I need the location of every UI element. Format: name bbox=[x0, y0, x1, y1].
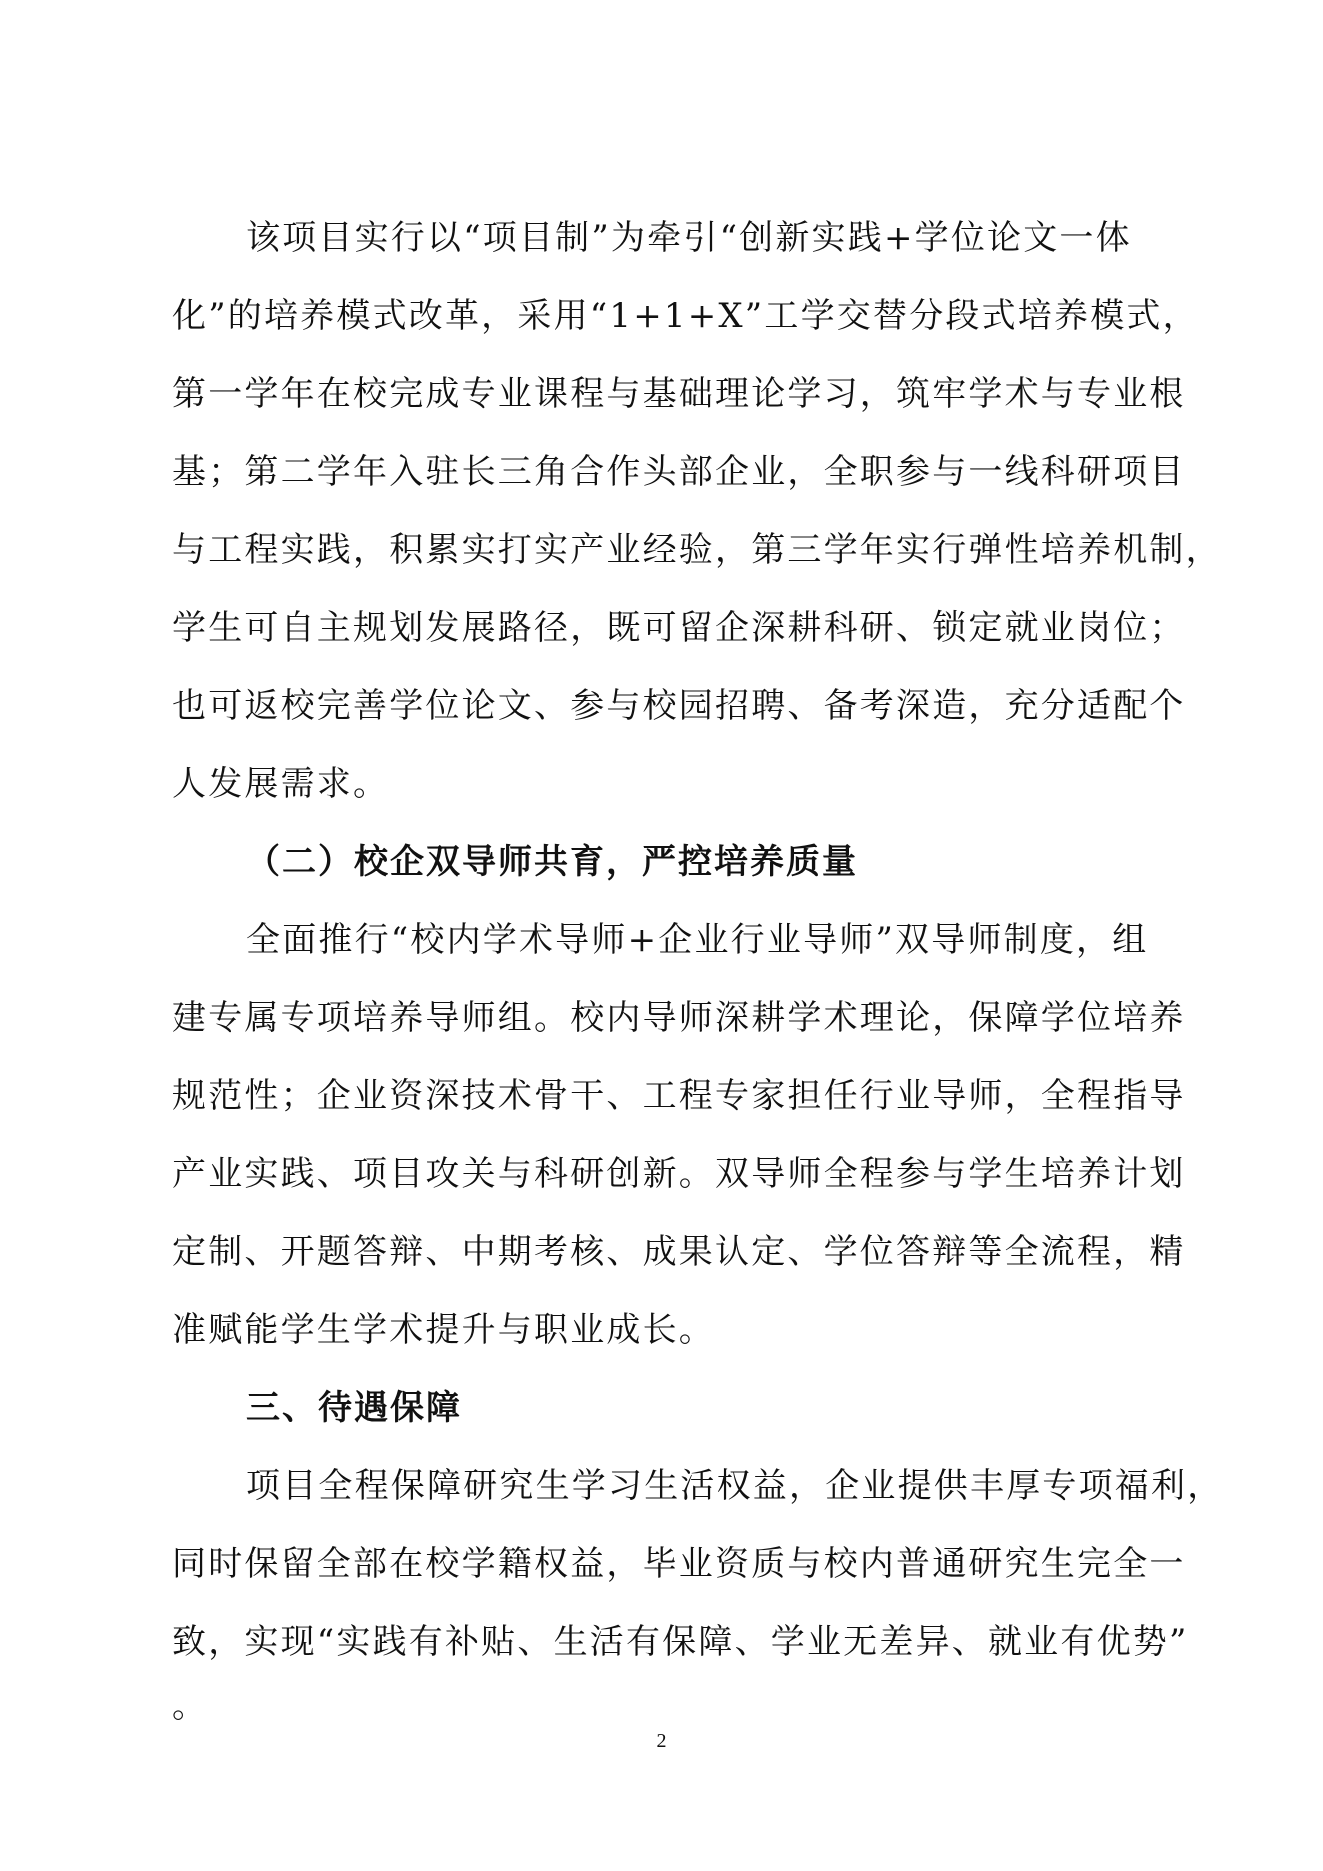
paragraph-line: 建专属专项培养导师组。校内导师深耕学术理论，保障学位培养 bbox=[172, 998, 1186, 1038]
paragraph-line: 与工程实践，积累实打实产业经验，第三学年实行弹性培养机制， bbox=[172, 530, 1222, 570]
paragraph-line: 也可返校完善学位论文、参与校园招聘、备考深造，充分适配个 bbox=[172, 686, 1186, 726]
paragraph-line: 化”的培养模式改革，采用“1+1+X”工学交替分段式培养模式， bbox=[172, 296, 1199, 336]
paragraph-line: 人发展需求。 bbox=[172, 764, 390, 804]
paragraph-line: 同时保留全部在校学籍权益，毕业资质与校内普通研究生完全一 bbox=[172, 1544, 1186, 1584]
paragraph-line: 致，实现“实践有补贴、生活有保障、学业无差异、就业有优势” bbox=[172, 1622, 1189, 1662]
paragraph-line: 全面推行“校内学术导师+企业行业导师”双导师制度，组 bbox=[246, 920, 1149, 960]
paragraph-line: 定制、开题答辩、中期考核、成果认定、学位答辩等全流程，精 bbox=[172, 1232, 1186, 1272]
paragraph-line: 准赋能学生学术提升与职业成长。 bbox=[172, 1310, 715, 1350]
paragraph-line: 基；第二学年入驻长三角合作头部企业，全职参与一线科研项目 bbox=[172, 452, 1186, 492]
paragraph-line: 。 bbox=[172, 1686, 209, 1726]
paragraph-line: 规范性；企业资深技术骨干、工程专家担任行业导师，全程指导 bbox=[172, 1076, 1186, 1116]
paragraph-line: 项目全程保障研究生学习生活权益，企业提供丰厚专项福利， bbox=[246, 1466, 1224, 1506]
paragraph-line: 第一学年在校完成专业课程与基础理论学习，筑牢学术与专业根 bbox=[172, 374, 1186, 414]
paragraph-line: 该项目实行以“项目制”为牵引“创新实践+学位论文一体 bbox=[246, 218, 1132, 258]
paragraph-line: 产业实践、项目攻关与科研创新。双导师全程参与学生培养计划 bbox=[172, 1154, 1186, 1194]
paragraph-line: 学生可自主规划发展路径，既可留企深耕科研、锁定就业岗位； bbox=[172, 608, 1186, 648]
page-number: 2 bbox=[656, 1730, 667, 1752]
section-heading-dual-mentors: （二）校企双导师共育，严控培养质量 bbox=[246, 842, 858, 882]
section-heading-benefits: 三、待遇保障 bbox=[246, 1388, 462, 1428]
